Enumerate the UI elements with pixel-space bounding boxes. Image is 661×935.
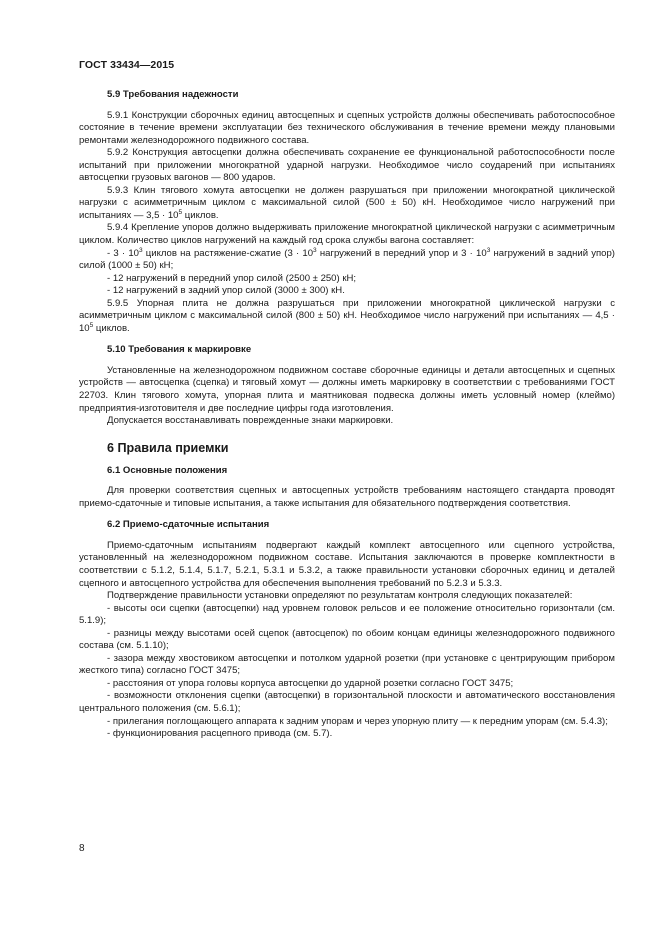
paragraph-5-9-2: 5.9.2 Конструкция автосцепки должна обеспечивать сохранение ее функциональной работоспособности после испытаний при приложении многократной ударной нагрузки. Необходимое число соударений при испытаниях автосцепки грузовых вагонов — 800 ударов. [79,147,615,184]
paragraph-6-2-2: Подтверждение правильности установки определяют по результатам контроля следующих показателей: [107,590,573,602]
paragraph-5-9-5: 5.9.5 Упорная плита не должна разрушаться при приложении многократной циклической нагрузки с асимметричным циклом с максимальной силой (800 ± 50) кН. Необходимое число нагружений при испытаниях — $4,5 \cdot 10^5$ циклов. [79,297,615,334]
page-number: 8 [79,843,85,854]
section-5-9-heading: 5.9 Требования надежности [107,89,239,100]
paragraph-5-9-4: 5.9.4 Крепление упоров должно выдерживать приложение многократной циклической нагрузки с асимметричным циклом. Количество циклов нагружений на каждый год срока службы вагона составляет: [79,222,615,247]
paragraph-5-9-3: 5.9.3 Клин тягового хомута автосцепки не должен разрушаться при приложении многократной циклической нагрузки с асимметричным циклом с максимальной силой (500 ± 50) кН. Необходимое число нагружений при испытаниях — $3,5 \cdot 10^5$ циклов. [79,184,615,221]
document-code-header: ГОСТ 33434—2015 [79,59,175,71]
section-6-1-heading: 6.1 Основные положения [107,464,228,476]
list-item: - 12 нагружений в задний упор силой (3000 ± 300) кН. [107,285,345,297]
paragraph-marking: Установленные на железнодорожном подвижном составе сборочные единицы и детали автосцепных и сцепных устройств — автосцепка (сцепка) и тяговый хомут — должны иметь маркировку в соответствии с требованиями ГОСТ 22703. Клин тягового хомута, упорная плита и маятниковая подвеска должны иметь условный номер (клеймо) предприятия-изготовителя и две последние цифры года изготовления. [79,364,615,414]
section-6-2-heading: 6.2 Приемо-сдаточные испытания [107,519,270,531]
list-item: - возможности отклонения сцепки (автосцепки) в горизонтальной плоскости и автоматического восстановления центрального положения (см. 5.6.1); [79,690,615,714]
list-item: - расстояния от упора головы корпуса автосцепки до ударной розетки согласно ГОСТ 3475; [107,677,514,689]
list-item: - прилегания поглощающего аппарата к задним упорам и через упорную плиту — к передним упорам (см. 5.4.3); [107,715,608,727]
list-item: - 12 нагружений в передний упор силой (2500 ± 250) кН; [107,272,357,284]
list-item: - зазора между хвостовиком автосцепки и потолком ударной розетки (при установке с центрирующим прибором жесткого типа) согласно ГОСТ 3475; [79,652,615,677]
list-item: - высоты оси сцепки (автосцепки) над уровнем головок рельсов и ее положение относительно горизонтали (см. 5.1.9); [79,602,615,627]
paragraph-6-2-1: Приемо-сдаточным испытаниям подвергают каждый комплект автосцепного или сцепного устройства, установленный на железнодорожном подвижном составе. Испытания заключаются в проверке комплектности в соответствии с 5.1.2, 5.1.4, 5.1.7, 5.2.1, 5.3.1 и 5.3.2, а также правильности установки сборочных единиц и деталей сцепного и автосцепного устройства для обеспечения выполнения требований по 5.2.3 и 5.3.3. [79,539,615,589]
list-item: - функционирования расцепного привода (см. 5.7). [107,728,333,740]
spacer [79,335,615,344]
paragraph-6-1: Для проверки соответствия сцепных и автосцепных устройств требованиям настоящего стандарта проводят приемо-сдаточные и типовые испытания, а также испытания для обязательного подтверждения соответствия. [79,485,615,509]
paragraph-5-9-1: 5.9.1 Конструкции сборочных единиц автосцепных и сцепных устройств должны обеспечивать работоспособное состояние в течение времени эксплуатации без технического обслуживания в течение времени между плановыми ремонтами железнодорожного подвижного состава. [79,109,615,146]
paragraph-marking-restore: Допускается восстанавливать поврежденные знаки маркировки. [107,415,394,427]
page-body [79,89,615,741]
section-5-10-heading: 5.10 Требования к маркировке [107,344,252,356]
spacer [79,428,615,441]
list-item: - разницы между высотами осей сцепок (автосцепок) по обоим концам единицы железнодорожного подвижного состава (см. 5.1.10); [79,627,615,652]
spacer [79,510,615,519]
section-6-heading: 6 Правила приемки [107,440,229,455]
list-item: - $3 \cdot 10^3$ циклов на растяжение-сжатие ($3 \cdot 10^3$ нагружений в передний упор и $3 \cdot 10^3$ нагружений в задний упор) силой (1000 ± 50) кН; [79,246,615,272]
